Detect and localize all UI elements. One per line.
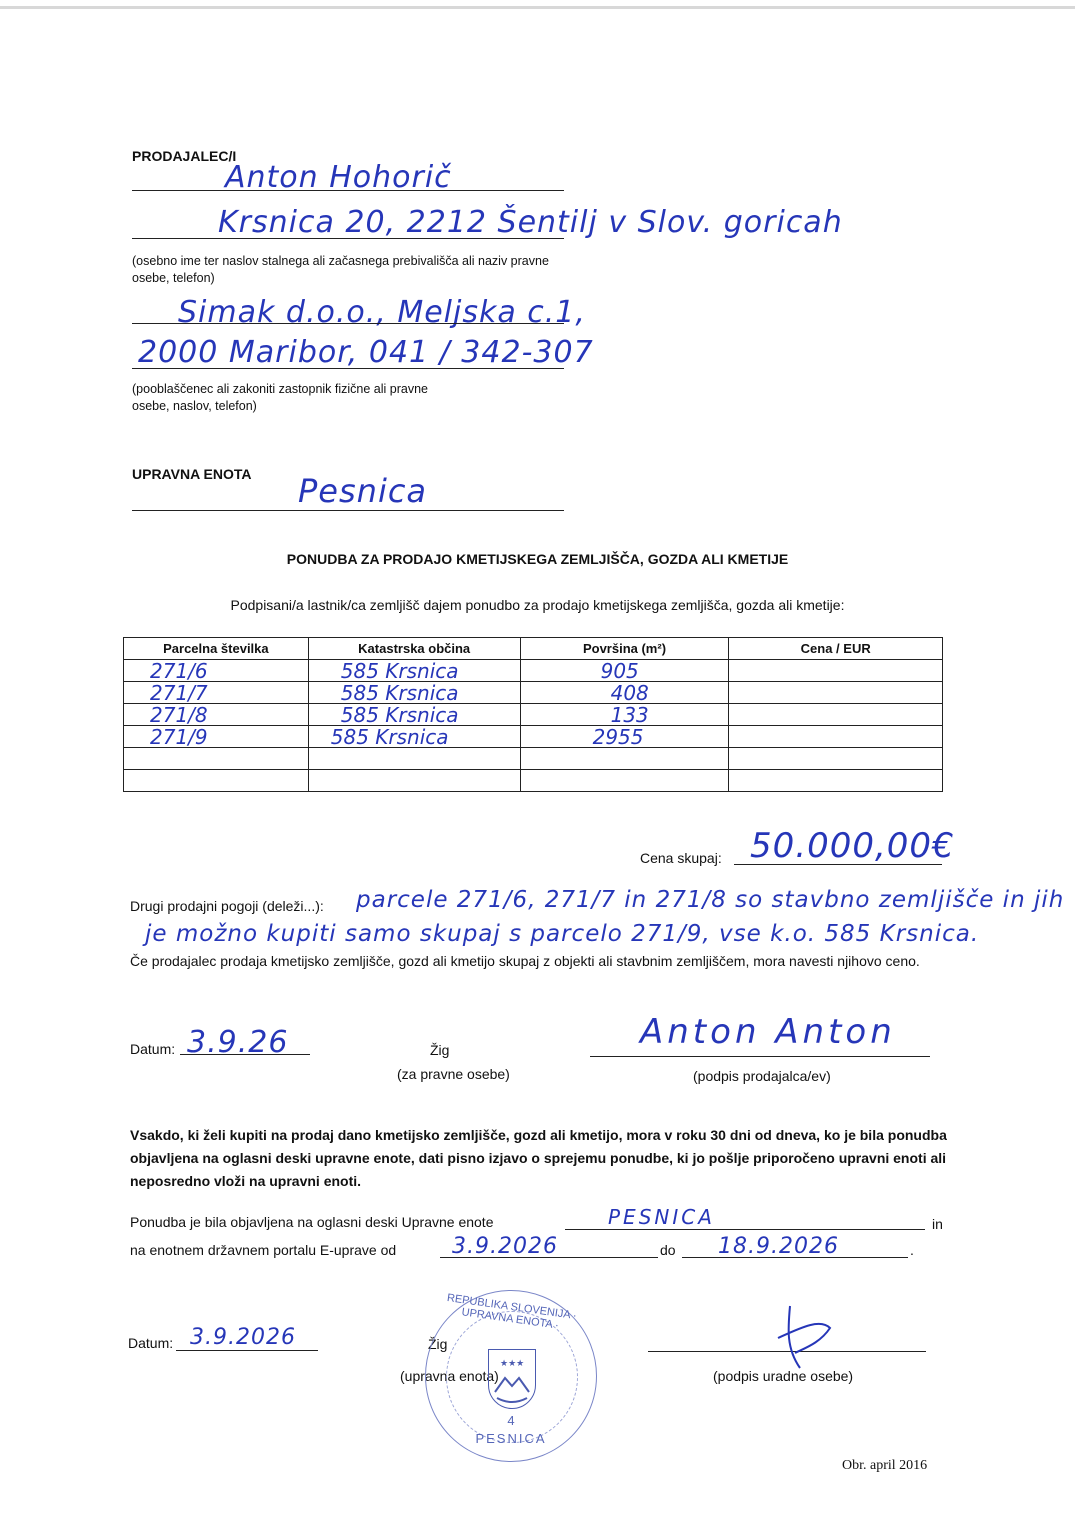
stamp-bottom-text: PESNICA xyxy=(475,1431,547,1446)
unit-heading: UPRAVNA ENOTA xyxy=(132,466,252,482)
date-label-office: Datum: xyxy=(128,1335,174,1351)
total-value: 50.000,00€ xyxy=(750,826,955,866)
header-price: Cena / EUR xyxy=(729,638,943,660)
cadastral-municipality: 585 Krsnica xyxy=(340,702,459,727)
empty-cell xyxy=(308,748,520,770)
publish-in: in xyxy=(932,1216,943,1232)
publish-to-label: do xyxy=(660,1242,676,1258)
parcel-number: 271/7 xyxy=(150,680,208,705)
unit-line xyxy=(132,510,564,511)
total-line xyxy=(734,864,942,865)
publish-line1-label: Ponudba je bila objavljena na oglasni deski Upravne enote xyxy=(130,1214,494,1230)
official-stamp xyxy=(425,1290,597,1462)
seller-signature-note: (podpis prodajalca/ev) xyxy=(693,1068,831,1084)
table-row xyxy=(124,770,943,792)
document-title: PONUDBA ZA PRODAJO KMETIJSKEGA ZEMLJIŠČA, GOZDA ALI KMETIJE xyxy=(286,551,789,567)
empty-cell xyxy=(308,770,520,792)
other-conditions-label: Drugi prodajni pogoji (deleži...): xyxy=(130,898,324,914)
stamp-note-office: (upravna enota) xyxy=(400,1368,499,1384)
stamp-number: 4 xyxy=(507,1413,515,1428)
empty-cell xyxy=(124,748,309,770)
seller-heading: PRODAJALEC/I xyxy=(132,148,237,164)
stamp-label-seller: Žig xyxy=(430,1042,450,1058)
empty-cell xyxy=(729,770,943,792)
representative-note: (pooblaščenec ali zakoniti zastopnik fizične ali pravne osebe, naslov, telefon) xyxy=(132,382,428,413)
representative-line1: Simak d.o.o., Meljska c.1, xyxy=(178,295,586,330)
table-header-row xyxy=(124,638,943,660)
publish-end: . xyxy=(910,1242,914,1258)
scan-edge xyxy=(0,6,1075,9)
cadastral-municipality: 585 Krsnica xyxy=(330,724,449,749)
empty-cell xyxy=(520,748,729,770)
header-cadastral-municipality: Katastrska občina xyxy=(308,638,520,660)
seller-name-line xyxy=(132,190,564,191)
total-label: Cena skupaj: xyxy=(640,850,722,866)
cadastral-municipality: 585 Krsnica xyxy=(340,658,459,683)
header-area: Površina (m²) xyxy=(520,638,729,660)
acceptance-notice: Vsakdo, ki želi kupiti na prodaj dano kmetijsko zemljišče, gozd ali kmetijo, mora v roku 30 dni od dneva, ko je bila ponudba objavljena na oglasni deski upravne enote, dati pisno izjavo o sprejemu ponudbe, ki jo pošlje priporočeno upravni enoti ali neposredno vloži na upravni enoti. xyxy=(130,1127,947,1189)
representative-line1-rule xyxy=(132,323,564,324)
table-row xyxy=(124,704,943,726)
coat-of-arms-icon xyxy=(488,1349,536,1409)
table-row xyxy=(124,748,943,770)
other-conditions-line1: parcele 271/6, 271/7 in 271/8 so stavbno zemljišče in jih xyxy=(356,887,1065,913)
svg-text:★★★: ★★★ xyxy=(500,1359,525,1369)
publish-from-line xyxy=(440,1257,658,1258)
area: 408 xyxy=(610,680,649,705)
publish-from-date: 3.9.2026 xyxy=(452,1234,558,1259)
representative-line2: 2000 Maribor, 041 / 342-307 xyxy=(138,335,594,370)
table-row xyxy=(124,726,943,748)
stamp-note-seller: (za pravne osebe) xyxy=(397,1066,510,1082)
empty-cell xyxy=(520,770,729,792)
other-conditions-line2: je možno kupiti samo skupaj s parcelo 271/9, vse k.o. 585 Krsnica. xyxy=(145,921,980,947)
table-row xyxy=(124,660,943,682)
representative-line2-rule xyxy=(132,368,564,369)
unit-value: Pesnica xyxy=(298,472,428,510)
objects-note: Če prodajalec prodaja kmetijsko zemljišče, gozd ali kmetijo skupaj z objekti ali stavbnim zemljiščem, mora navesti njihovo ceno. xyxy=(130,953,920,969)
date-seller: 3.9.26 xyxy=(187,1025,289,1060)
seller-signature-line xyxy=(590,1056,930,1057)
area: 2955 xyxy=(592,724,644,749)
parcel-number: 271/8 xyxy=(150,702,208,727)
stamp-top-text: REPUBLIKA SLOVENIJA · UPRAVNA ENOTA · xyxy=(446,1292,578,1332)
stamp-label-office: Žig xyxy=(428,1336,448,1352)
form-version: Obr. april 2016 xyxy=(842,1458,928,1473)
publish-to-date: 18.9.2026 xyxy=(718,1234,839,1259)
publish-line2-label: na enotnem državnem portalu E-uprave od xyxy=(130,1242,397,1258)
office-signature-note: (podpis uradne osebe) xyxy=(713,1368,854,1384)
seller-note: (osebno ime ter naslov stalnega ali začasnega prebivališča ali naziv pravne osebe, telefon) xyxy=(132,254,549,285)
empty-cell xyxy=(124,770,309,792)
date-seller-line xyxy=(180,1054,310,1055)
cadastral-municipality: 585 Krsnica xyxy=(340,680,459,705)
seller-name: Anton Hohorič xyxy=(225,160,452,195)
seller-address-line xyxy=(132,238,564,239)
parcel-number: 271/9 xyxy=(150,724,208,749)
parcel-table xyxy=(123,637,943,792)
publish-unit: PESNICA xyxy=(608,1205,715,1229)
area: 905 xyxy=(600,658,639,683)
seller-signature: Anton Anton xyxy=(640,1012,896,1052)
seller-address: Krsnica 20, 2212 Šentilj v Slov. goricah xyxy=(218,205,843,240)
table-row xyxy=(124,682,943,704)
parcel-number: 271/6 xyxy=(150,658,208,683)
date-office-line xyxy=(176,1350,318,1351)
office-signature-icon xyxy=(760,1298,840,1378)
intro-text: Podpisani/a lastnik/ca zemljišč dajem ponudbo za prodajo kmetijskega zemljišča, gozda ali kmetije: xyxy=(230,597,845,613)
header-parcel-number: Parcelna številka xyxy=(124,638,309,660)
date-office: 3.9.2026 xyxy=(190,1325,296,1350)
empty-cell xyxy=(729,748,943,770)
area: 133 xyxy=(610,702,649,727)
date-label-seller: Datum: xyxy=(130,1041,176,1057)
publish-unit-line xyxy=(565,1229,925,1230)
publish-to-line xyxy=(682,1257,908,1258)
